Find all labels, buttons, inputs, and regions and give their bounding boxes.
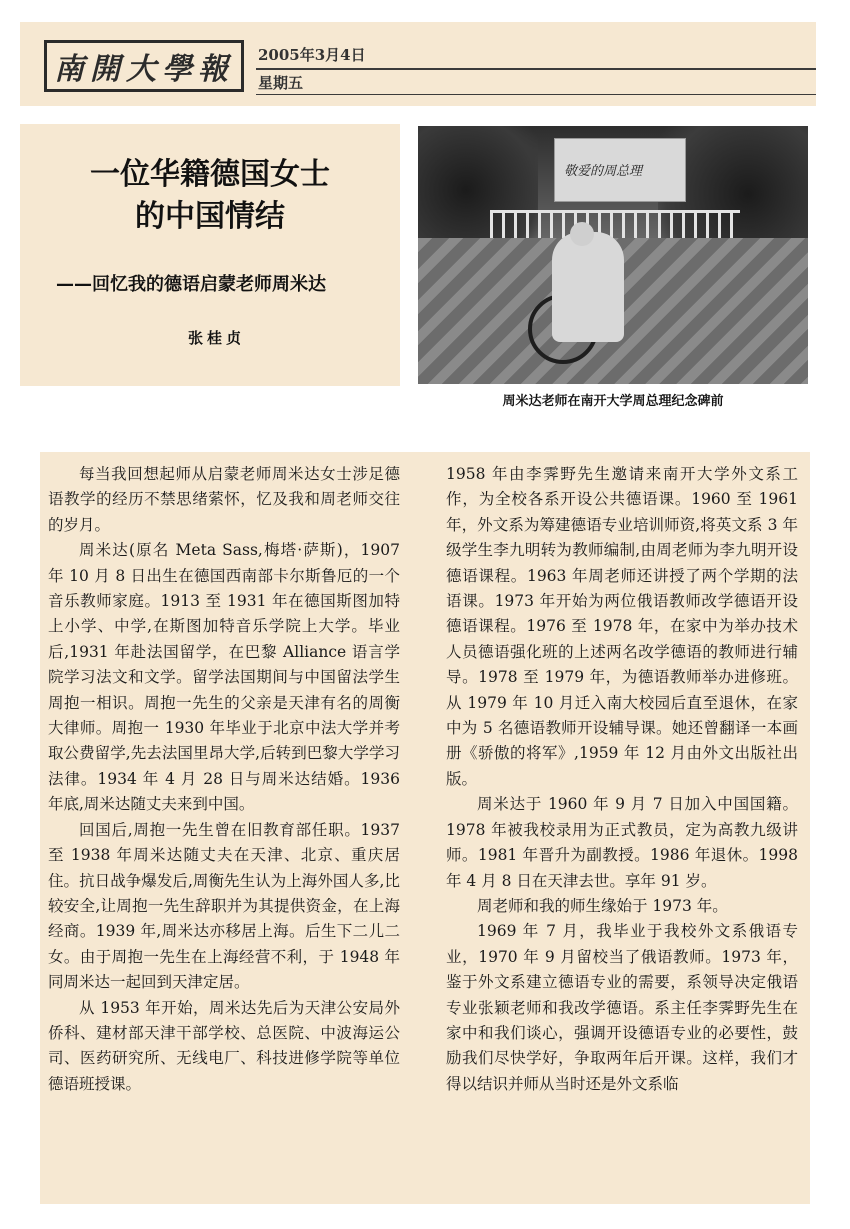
headline (20, 154, 400, 238)
headline-line-1: 一位华籍德国女士 (90, 157, 330, 192)
issue-weekday: 星期五 (258, 74, 304, 92)
paragraph: 每当我回想起师从启蒙老师周米达女士涉足德语教学的经历不禁思绪萦怀，忆及我和周老师交往的岁月。 (48, 465, 400, 534)
title-box (20, 124, 400, 386)
photo-person-head (570, 222, 594, 246)
photo-fence (490, 210, 740, 239)
issue-date: 2005年3月4日 (258, 46, 366, 64)
photo-person (552, 232, 624, 342)
article-column-right (446, 462, 798, 1097)
paragraph: 周老师和我的师生缘始于 1973 年。 (477, 896, 728, 915)
headline-line-2: 的中国情结 (135, 199, 285, 234)
paragraph: 周米达于 1960 年 9 月 7 日加入中国国籍。1978 年被我校录用为正式教员，定为高教九级讲师。1981 年晋升为副教授。1986 年退休。1998 年 4 月 8 日在天津去世。享年 91 岁。 (446, 795, 798, 890)
masthead-rule-top (256, 68, 816, 70)
subtitle: ——回忆我的德语启蒙老师周米达 (56, 274, 326, 295)
photo-monument-inscription: 敬爱的周总理 (564, 164, 643, 179)
paragraph: 1969 年 7 月，我毕业于我校外文系俄语专业，1970 年 9 月留校当了俄语教师。1973 年，鉴于外文系建立德语专业的需要，系领导决定俄语专业张颖老师和我改学德语。系主任李霁野先生在家中和我们谈心，强调开设德语专业的必要性，鼓励我们尽快学好，争取两年后开课。这样，我们才得以结识并师从当时还是外文系临 (446, 922, 798, 1093)
masthead-rule-bottom (256, 94, 816, 95)
author-byline: 张桂贞 (188, 329, 246, 347)
masthead (20, 22, 816, 106)
article-column-left (48, 462, 400, 1097)
article-body (40, 452, 810, 1204)
paragraph: 周米达(原名 Meta Sass,梅塔·萨斯)，1907 年 10 月 8 日出生在德国西南部卡尔斯鲁厄的一个音乐教师家庭。1913 至 1931 年在德国斯图加特上小学、中学,在斯图加特音乐学院上大学。毕业后,1931 年赴法国留学，在巴黎 Alliance 语言学院学习法文和文学。留学法国期间与中国留法学生周抱一相识。周抱一先生的父亲是天津有名的周衡大律师。周抱一 1930 年毕业于北京中法大学并考取公费留学,先去法国里昂大学,后转到巴黎大学学习法律。1934 年 4 月 28 日与周米达结婚。1936 年底,周米达随丈夫来到中国。 (48, 541, 400, 814)
paragraph: 回国后,周抱一先生曾在旧教育部任职。1937 至 1938 年周米达随丈夫在天津、北京、重庆居住。抗日战争爆发后,周衡先生认为上海外国人多,比较安全,让周抱一先生辞职并为其提供资金，在上海经商。1939 年,周米达亦移居上海。后生下二儿二女。由于周抱一先生在上海经营不利，于 1948 年同周米达一起回到天津定居。 (48, 820, 400, 992)
photo-caption: 周米达老师在南开大学周总理纪念碑前 (502, 394, 724, 409)
paragraph: 1958 年由李霁野先生邀请来南开大学外文系工作，为全校各系开设公共德语课。1960 至 1961 年，外文系为筹建德语专业培训师资,将英文系 3 年级学生李九明转为教师编制,由周老师为李九明开设德语课程。1963 年周老师还讲授了两个学期的法语课。1973 年开始为两位俄语教师改学德语开设德语课程。1976 至 1978 年，在家中为举办技术人员德语强化班的上述两名改学德语的教师进行辅导。1978 至 1979 年，为德语教师举办进修班。从 1979 年 10 月迁入南大校园后直至退休，在家中为 5 名德语教师开设辅导课。她还曾翻译一本画册《骄傲的将军》,1959 年 12 月由外文出版社出版。 (446, 465, 798, 788)
photo-monument-scene (418, 126, 808, 384)
newspaper-logo: 南開大學報 (44, 40, 244, 92)
paragraph: 从 1953 年开始，周米达先后为天津公安局外侨科、建材部天津干部学校、总医院、中波海运公司、医药研究所、无线电厂、科技进修学院等单位德语班授课。 (48, 998, 400, 1093)
